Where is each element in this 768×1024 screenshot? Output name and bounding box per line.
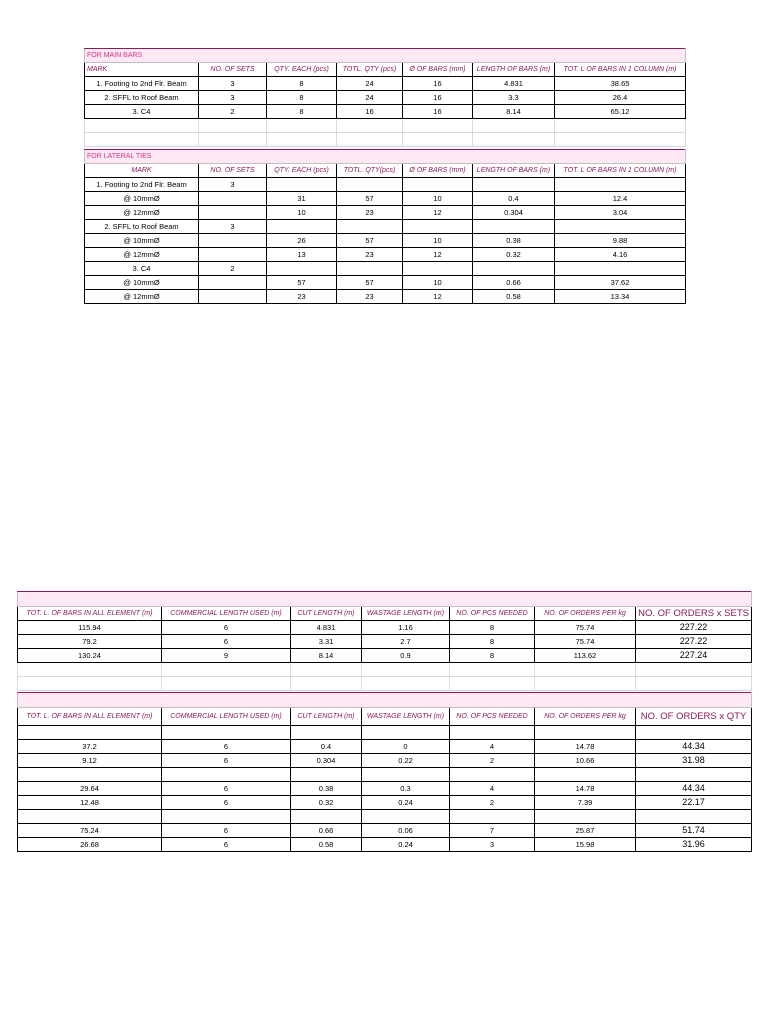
cell: 75.74: [535, 635, 636, 649]
col-header-orders-per-kg: NO. OF ORDERS PER kg: [535, 708, 636, 726]
col-header-commercial-length: COMMERCIAL LENGTH USED (m): [162, 607, 291, 621]
cell: 0.32: [291, 796, 362, 810]
cell: 16: [403, 105, 473, 119]
cell: 6: [162, 621, 291, 635]
cell: 4: [450, 782, 535, 796]
col-header-qty-each: QTY. EACH (pcs): [267, 63, 337, 77]
cell: 3: [199, 178, 267, 192]
cell: [450, 726, 535, 740]
cell: [403, 262, 473, 276]
col-header-mark: MARK: [85, 164, 199, 178]
cell: 7.39: [535, 796, 636, 810]
cell: [473, 220, 555, 234]
cell: [535, 768, 636, 782]
cell: 0.3: [362, 782, 450, 796]
cell: 31: [267, 192, 337, 206]
cell: [18, 810, 162, 824]
table-row: [18, 635, 752, 649]
cell: [18, 768, 162, 782]
cell: 57: [267, 276, 337, 290]
cell: 6: [162, 740, 291, 754]
cell: 9: [162, 649, 291, 663]
cell: 4.831: [291, 621, 362, 635]
cell: 6: [162, 838, 291, 852]
cell: 10: [403, 192, 473, 206]
cell: 1.16: [362, 621, 450, 635]
cell: 0.22: [362, 754, 450, 768]
cell: 31.96: [636, 838, 752, 852]
cell: 9.12: [18, 754, 162, 768]
cell: [362, 810, 450, 824]
col-header-total-length-all: TOT. L. OF BARS IN ALL ELEMENT (m): [18, 708, 162, 726]
cell: [535, 726, 636, 740]
col-header-orders-x-qty: NO. OF ORDERS x QTY: [636, 708, 752, 726]
cell: 8.14: [473, 105, 555, 119]
cell: [636, 810, 752, 824]
cell: 0.9: [362, 649, 450, 663]
cell: 12.48: [18, 796, 162, 810]
col-header-orders-per-kg: NO. OF ORDERS PER kg: [535, 607, 636, 621]
cell: 0.38: [291, 782, 362, 796]
cell: 2: [450, 754, 535, 768]
cell: [636, 726, 752, 740]
cell: 23: [337, 248, 403, 262]
cell: 75.24: [18, 824, 162, 838]
cell: 57: [337, 234, 403, 248]
col-header-total-qty: TOTL. QTY (pcs): [337, 63, 403, 77]
cell: 12: [403, 290, 473, 304]
cell: [267, 262, 337, 276]
cell: 7: [450, 824, 535, 838]
cell: 14.78: [535, 782, 636, 796]
cell: 4.16: [555, 248, 686, 262]
cell: 12: [403, 248, 473, 262]
cell: 227.24: [636, 649, 752, 663]
cell: 0.304: [291, 754, 362, 768]
cell: [403, 220, 473, 234]
cell: 4.831: [473, 77, 555, 91]
cell: 37.62: [555, 276, 686, 290]
cell: [199, 276, 267, 290]
main-bars-title: FOR MAIN BARS: [85, 49, 686, 63]
cell: 0.4: [291, 740, 362, 754]
header-band: [18, 693, 752, 708]
cell: [337, 178, 403, 192]
cell: @ 12mmØ: [85, 248, 199, 262]
col-header-orders-x-sets: NO. OF ORDERS x SETS: [636, 607, 752, 621]
cell: 44.34: [636, 782, 752, 796]
cell: 23: [337, 206, 403, 220]
lateral-ties-title: FOR LATERAL TIES: [85, 150, 686, 164]
cell: [291, 726, 362, 740]
col-header-bar-length: LENGTH OF BARS (m): [473, 164, 555, 178]
cell: [555, 262, 686, 276]
cell: 2: [199, 262, 267, 276]
cell: 79.2: [18, 635, 162, 649]
cell: [450, 768, 535, 782]
cell: 13.34: [555, 290, 686, 304]
cell: 10: [403, 276, 473, 290]
col-header-pcs-needed: NO. OF PCS NEEDED: [450, 607, 535, 621]
cell: 0.24: [362, 838, 450, 852]
table-row: [18, 824, 752, 838]
cell: 13: [267, 248, 337, 262]
col-header-total-length: TOT. L OF BARS IN 1 COLUMN (m): [555, 63, 686, 77]
cell: 115.94: [18, 621, 162, 635]
cell: [337, 220, 403, 234]
cell: 0.32: [473, 248, 555, 262]
spacer-row: [18, 663, 752, 677]
cell: 14.78: [535, 740, 636, 754]
table-row: [85, 206, 686, 220]
spacer-row: [85, 119, 686, 133]
cell: 3. C4: [85, 105, 199, 119]
cell: @ 12mmØ: [85, 290, 199, 304]
cell: @ 12mmØ: [85, 206, 199, 220]
col-header-mark: MARK: [85, 63, 199, 77]
lateral-ties-table: [84, 149, 686, 304]
cell: 6: [162, 635, 291, 649]
cell: 16: [403, 91, 473, 105]
cell: [473, 262, 555, 276]
col-header-cut-length: CUT LENGTH (m): [291, 708, 362, 726]
cell: 0.66: [473, 276, 555, 290]
table-row: [18, 726, 752, 740]
cell: 6: [162, 754, 291, 768]
col-header-sets: NO. OF SETS: [199, 164, 267, 178]
spacer-row: [85, 133, 686, 147]
cell: 75.74: [535, 621, 636, 635]
cell: [162, 810, 291, 824]
cell: 25.87: [535, 824, 636, 838]
cell: 29.64: [18, 782, 162, 796]
col-header-bar-diameter: Ø OF BARS (mm): [403, 63, 473, 77]
cell: 1. Footing to 2nd Flr. Beam: [85, 77, 199, 91]
cell: 8: [267, 91, 337, 105]
table-row: [18, 621, 752, 635]
cell: 3: [199, 220, 267, 234]
cell: 10: [403, 234, 473, 248]
cell: 2: [199, 105, 267, 119]
cell: 8.14: [291, 649, 362, 663]
table-row: [18, 838, 752, 852]
table-row: [18, 740, 752, 754]
cell: [162, 726, 291, 740]
cell: @ 10mmØ: [85, 234, 199, 248]
table-row: [18, 810, 752, 824]
table-row: [85, 105, 686, 119]
cell: 31.98: [636, 754, 752, 768]
cell: [636, 768, 752, 782]
cell: 26.68: [18, 838, 162, 852]
cell: 16: [337, 105, 403, 119]
cell: 8: [267, 77, 337, 91]
cell: [199, 206, 267, 220]
cell: 2. SFFL to Roof Beam: [85, 220, 199, 234]
cell: [199, 290, 267, 304]
col-header-commercial-length: COMMERCIAL LENGTH USED (m): [162, 708, 291, 726]
cell: 2. SFFL to Roof Beam: [85, 91, 199, 105]
table-row: [85, 91, 686, 105]
header-band: [18, 592, 752, 607]
cell: 8: [450, 635, 535, 649]
orders-main-table: [17, 591, 752, 691]
cell: @ 10mmØ: [85, 192, 199, 206]
cell: [473, 178, 555, 192]
cell: 57: [337, 192, 403, 206]
cell: 3: [450, 838, 535, 852]
cell: 37.2: [18, 740, 162, 754]
cell: 8: [267, 105, 337, 119]
orders-ties-table: [17, 692, 752, 852]
cell: 2: [450, 796, 535, 810]
table-row: [85, 220, 686, 234]
cell: 6: [162, 796, 291, 810]
cell: 3: [199, 91, 267, 105]
cell: 65.12: [555, 105, 686, 119]
cell: 0.304: [473, 206, 555, 220]
cell: 8: [450, 649, 535, 663]
cell: 2.7: [362, 635, 450, 649]
cell: 0.66: [291, 824, 362, 838]
table-row: [85, 178, 686, 192]
cell: [162, 768, 291, 782]
col-header-bar-length: LENGTH OF BARS (m): [473, 63, 555, 77]
table-row: [85, 276, 686, 290]
cell: 10.66: [535, 754, 636, 768]
col-header-bar-diameter: Ø OF BARS (mm): [403, 164, 473, 178]
cell: 24: [337, 77, 403, 91]
cell: [337, 262, 403, 276]
col-header-qty-each: QTY. EACH (pcs): [267, 164, 337, 178]
cell: 8: [450, 621, 535, 635]
cell: 57: [337, 276, 403, 290]
cell: 0.38: [473, 234, 555, 248]
cell: 12: [403, 206, 473, 220]
cell: 6: [162, 782, 291, 796]
cell: 0: [362, 740, 450, 754]
col-header-total-qty: TOTL. QTY(pcs): [337, 164, 403, 178]
cell: 0.06: [362, 824, 450, 838]
cell: 0.4: [473, 192, 555, 206]
table-row: [18, 649, 752, 663]
table-row: [85, 234, 686, 248]
cell: 3.31: [291, 635, 362, 649]
cell: 4: [450, 740, 535, 754]
cell: 26.4: [555, 91, 686, 105]
cell: 3.04: [555, 206, 686, 220]
table-row: [18, 796, 752, 810]
cell: [18, 726, 162, 740]
cell: [555, 220, 686, 234]
col-header-wastage-length: WASTAGE LENGTH (m): [362, 708, 450, 726]
col-header-sets: NO. OF SETS: [199, 63, 267, 77]
cell: 130.24: [18, 649, 162, 663]
cell: [291, 768, 362, 782]
cell: 44.34: [636, 740, 752, 754]
cell: 23: [267, 290, 337, 304]
cell: 12.4: [555, 192, 686, 206]
cell: 26: [267, 234, 337, 248]
cell: [267, 178, 337, 192]
cell: [291, 810, 362, 824]
table-row: [85, 262, 686, 276]
cell: 3.3: [473, 91, 555, 105]
col-header-pcs-needed: NO. OF PCS NEEDED: [450, 708, 535, 726]
cell: 227.22: [636, 621, 752, 635]
cell: 0.24: [362, 796, 450, 810]
cell: 6: [162, 824, 291, 838]
cell: 24: [337, 91, 403, 105]
cell: 38.65: [555, 77, 686, 91]
col-header-wastage-length: WASTAGE LENGTH (m): [362, 607, 450, 621]
cell: 22.17: [636, 796, 752, 810]
cell: 3: [199, 77, 267, 91]
cell: [555, 178, 686, 192]
cell: 0.58: [473, 290, 555, 304]
table-row: [85, 77, 686, 91]
cell: 3. C4: [85, 262, 199, 276]
cell: [199, 234, 267, 248]
cell: 227.22: [636, 635, 752, 649]
spacer-row: [18, 677, 752, 691]
cell: 10: [267, 206, 337, 220]
col-header-total-length: TOT. L OF BARS IN 1 COLUMN (m): [555, 164, 686, 178]
cell: [362, 768, 450, 782]
col-header-total-length-all: TOT. L. OF BARS IN ALL ELEMENT (m): [18, 607, 162, 621]
main-bars-table: [84, 48, 686, 147]
cell: 9.88: [555, 234, 686, 248]
table-row: [85, 192, 686, 206]
cell: [199, 248, 267, 262]
table-row: [85, 290, 686, 304]
cell: @ 10mmØ: [85, 276, 199, 290]
table-row: [85, 248, 686, 262]
cell: [362, 726, 450, 740]
cell: 16: [403, 77, 473, 91]
cell: 113.62: [535, 649, 636, 663]
cell: 51.74: [636, 824, 752, 838]
cell: 23: [337, 290, 403, 304]
table-row: [18, 768, 752, 782]
cell: [199, 192, 267, 206]
cell: 0.58: [291, 838, 362, 852]
cell: [403, 178, 473, 192]
table-row: [18, 782, 752, 796]
cell: 1. Footing to 2nd Flr. Beam: [85, 178, 199, 192]
cell: 15.98: [535, 838, 636, 852]
table-row: [18, 754, 752, 768]
col-header-cut-length: CUT LENGTH (m): [291, 607, 362, 621]
cell: [450, 810, 535, 824]
cell: [535, 810, 636, 824]
cell: [267, 220, 337, 234]
